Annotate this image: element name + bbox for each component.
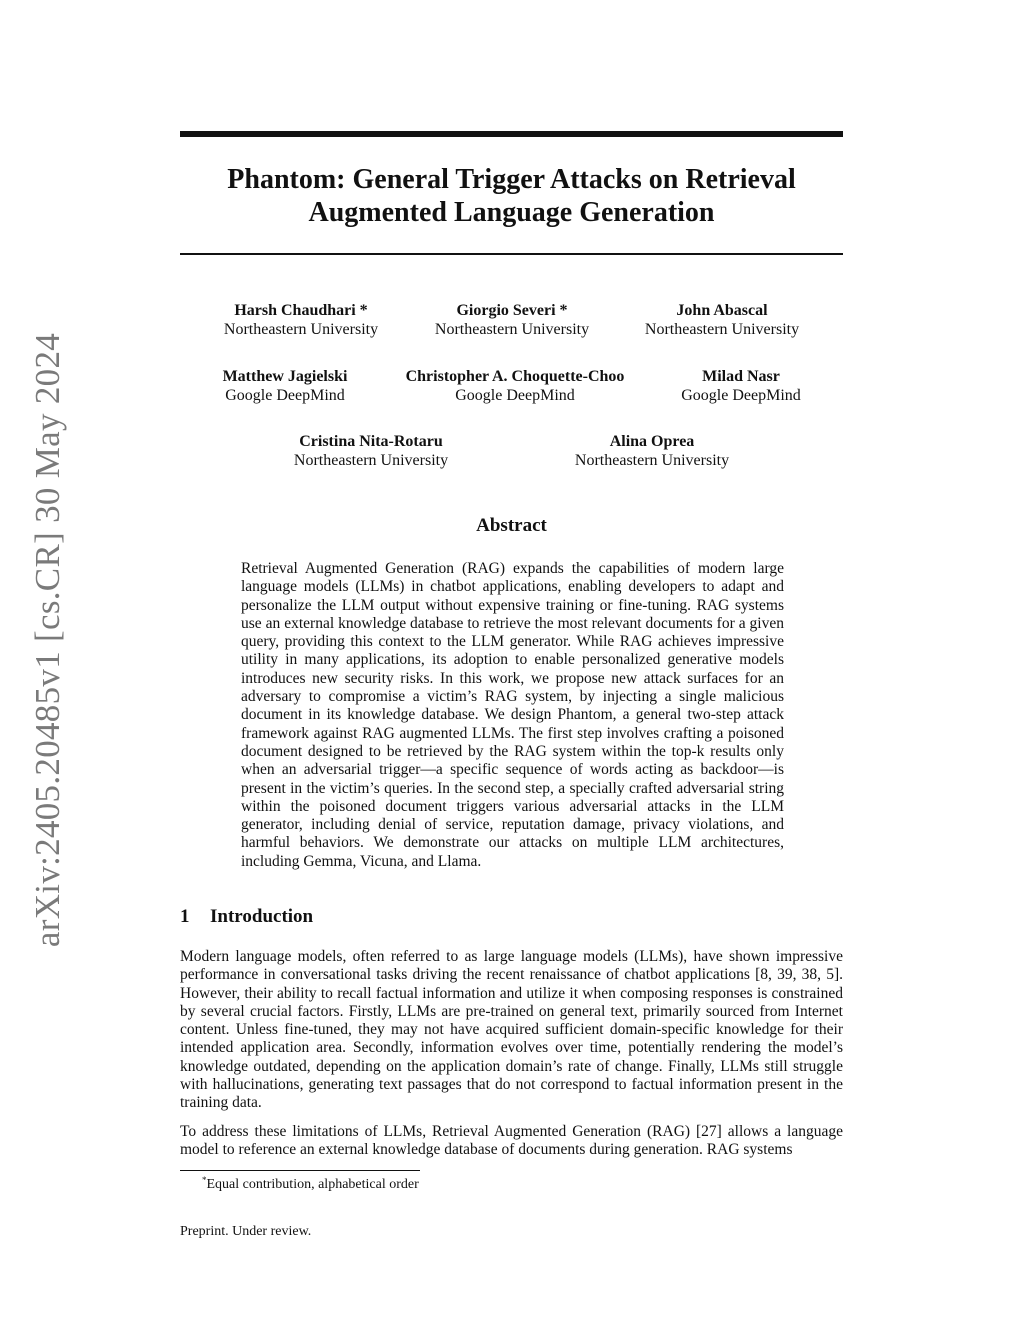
author-block: [224, 301, 378, 339]
author-name: Cristina Nita-Rotaru: [299, 433, 443, 450]
arxiv-identifier: arXiv:2405.20485v1 [cs.CR] 30 May 2024: [28, 332, 67, 948]
author-affiliation: Google DeepMind: [681, 387, 801, 404]
abstract-heading: Abstract: [476, 515, 547, 536]
author-name: Milad Nasr: [702, 368, 780, 385]
footnote-mark: *: [202, 1175, 207, 1185]
author-affiliation: Northeastern University: [223, 321, 379, 338]
author-block: [645, 301, 799, 339]
author-block: [575, 432, 729, 470]
title-rule-bottom: [180, 253, 843, 255]
author-name: Harsh Chaudhari *: [234, 302, 368, 319]
intro-paragraph: Modern language models, often referred to as large language models (LLMs), have shown impressive performance in conversational tasks driving the recent renaissance of chatbot applications [8, 39, 38, 5]. However, their ability to recall factual information and utilize it when composing responses is constrained by several crucial factors. Firstly, LLMs are pre-trained on general text, primarily sourced from Internet content. Unless fine-tuned, they may not have acquired sufficient domain-specific knowledge for their intended application area. Secondly, information evolves over time, potentially rendering the model’s knowledge outdated, depending on the application domain’s rate of change. Finally, LLMs still struggle with hallucinations, generating text passages that do not correspond to factual information present in the training data.: [180, 948, 843, 1112]
author-affiliation: Northeastern University: [574, 452, 730, 469]
author-block: [294, 432, 448, 470]
intro-paragraph: To address these limitations of LLMs, Retrieval Augmented Generation (RAG) [27] allows a language model to reference an external knowledge database of documents during generation. RAG systems: [180, 1123, 843, 1159]
author-affiliation: Google DeepMind: [225, 387, 345, 404]
paper-title: Phantom: General Trigger Attacks on Retrieval Augmented Language Generation: [227, 164, 796, 228]
author-affiliation: Northeastern University: [434, 321, 590, 338]
footnote: [202, 1175, 419, 1193]
author-block: [681, 367, 801, 405]
author-name: Giorgio Severi *: [456, 302, 568, 319]
author-affiliation: Google DeepMind: [455, 387, 575, 404]
title-rule-top: [180, 131, 843, 137]
footnote-text: Equal contribution, alphabetical order: [206, 1177, 419, 1192]
author-name: Christopher A. Choquette-Choo: [405, 368, 625, 385]
author-affiliation: Northeastern University: [644, 321, 800, 338]
section-heading-introduction: [180, 906, 313, 928]
author-block: [223, 367, 348, 405]
footnote-rule: [180, 1170, 420, 1171]
author-name: John Abascal: [676, 302, 768, 319]
section-number: 1: [180, 906, 190, 927]
author-name: Matthew Jagielski: [222, 368, 348, 385]
author-affiliation: Northeastern University: [293, 452, 449, 469]
author-name: Alina Oprea: [609, 433, 695, 450]
abstract-text: Retrieval Augmented Generation (RAG) expands the capabilities of modern large language models (LLMs) in chatbot applications, enabling developers to adapt and personalize the LLM output without expensive training or fine-tuning. RAG systems use an external knowledge database to retrieve the most relevant documents for a given query, providing this context to the LLM generator. While RAG achieves impressive utility in many applications, its adoption to enable personalized generative models introduces new security risks. In this work, we propose new attack surfaces for an adversary to compromise a victim’s RAG system, by injecting a single malicious document in its knowledge database. We design Phantom, a general two-step attack framework against RAG augmented LLMs. The first step involves crafting a poisoned document designed to be retrieved by the RAG system within the top-k results only when an adversarial trigger—a specific sequence of words acting as backdoor—is present in the victim’s queries. In the second step, a specially crafted adversarial string within the poisoned document triggers various adversarial attacks in the LLM generator, including denial of service, reputation damage, privacy violations, and harmful behaviors. We demonstrate our attacks on multiple LLM architectures, including Gemma, Vicuna, and Llama.: [241, 560, 784, 870]
section-title: Introduction: [210, 906, 314, 927]
author-block: [435, 301, 589, 339]
preprint-note: Preprint. Under review.: [180, 1224, 312, 1239]
author-block: [406, 367, 625, 405]
